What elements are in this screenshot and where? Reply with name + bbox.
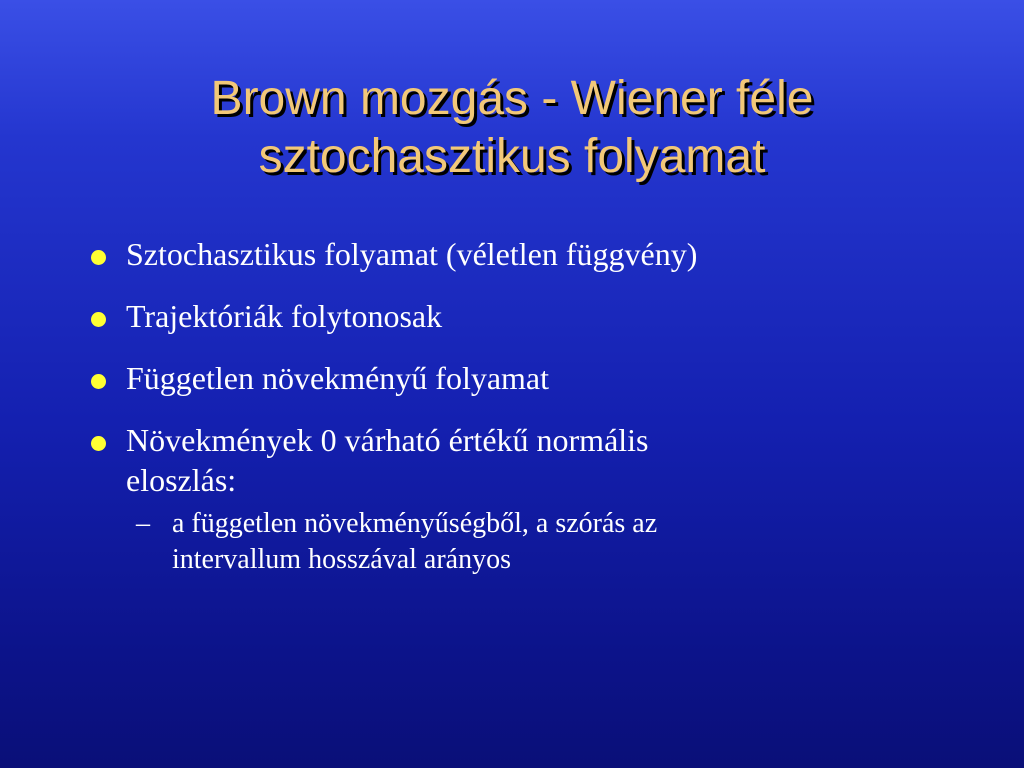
bullet-text: Független növekményű folyamat (126, 360, 550, 396)
bullet-dot-icon (91, 374, 106, 389)
bullet-item (88, 420, 968, 500)
slide-title (0, 70, 1024, 186)
bullet-text: Trajektóriák folytonosak (126, 298, 443, 334)
bullet-dot-icon (91, 250, 106, 265)
bullet-text: Sztochasztikus folyamat (véletlen függvény) (126, 236, 698, 272)
sub-bullet-text-line-2: intervallum hosszával arányos (172, 544, 512, 575)
title-line-1: Brown mozgás - Wiener féle (210, 72, 814, 125)
bullet-text-line-2: eloszlás: (126, 462, 237, 498)
bullet-text-line-1: Növekmények 0 várható értékű normális (126, 422, 649, 458)
bullet-list (88, 234, 968, 578)
dash-marker: – (136, 508, 150, 539)
title-line-2: sztochasztikus folyamat (258, 130, 766, 183)
bullet-item (88, 296, 968, 336)
bullet-dot-icon (91, 436, 106, 451)
sub-bullet-item (88, 506, 968, 578)
bullet-item (88, 358, 968, 398)
bullet-dot-icon (91, 312, 106, 327)
bullet-item (88, 234, 968, 274)
sub-bullet-text-line-1: a független növekményűségből, a szórás az (172, 508, 658, 539)
